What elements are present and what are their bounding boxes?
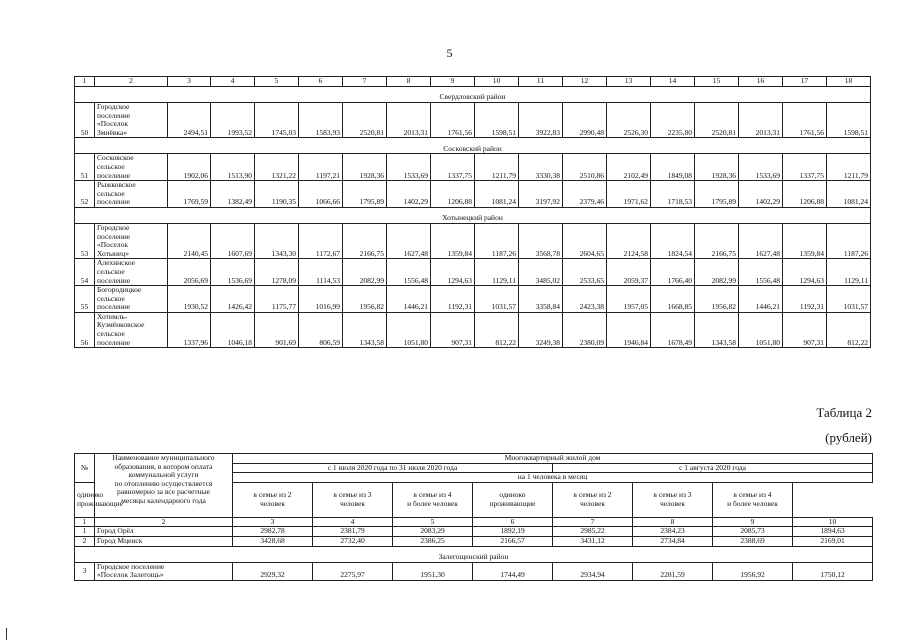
t1-section-title: Свердловский район [75,87,871,103]
t1-value-cell: 2166,75 [343,223,387,258]
t2-header-number: 8 [633,517,713,527]
t1-row-name-line: поселение [97,170,131,180]
t1-value-cell: 1343,58 [343,312,387,347]
t1-value-cell: 2423,38 [563,286,607,313]
t1-row-name-line: Алехинское [97,258,135,268]
t1-value-cell: 1678,49 [651,312,695,347]
t1-value-cell: 1849,08 [651,154,695,181]
t1-value-cell: 1930,52 [168,286,211,313]
t1-row-name-line: сельское [97,293,125,303]
t2-value-cell: 2734,84 [633,536,713,546]
t2-header-number: 6 [473,517,553,527]
t1-value-cell: 2166,75 [695,223,739,258]
t2-subheader-cell [393,482,473,517]
t1-section-row [75,138,871,154]
t2-row-name-line: Городское поселение [97,561,165,571]
t1-value-cell: 1956,82 [343,286,387,313]
t1-data-row [75,223,871,258]
t2-subheader-line: в семье из 3 [333,490,372,500]
t1-value-cell: 907,31 [783,312,827,347]
t1-value-cell: 2526,30 [607,103,651,138]
t1-value-cell: 2082,99 [695,259,739,286]
t1-row-name [95,181,168,208]
t2-subheader-line: одиноко [499,490,526,500]
t2-value-cell: 1894,63 [793,527,873,537]
t1-value-cell: 901,69 [255,312,299,347]
t1-row-name-line: Богородицкое [97,285,142,295]
t2-data-row [75,536,873,546]
t1-value-cell: 1031,57 [475,286,519,313]
t1-value-cell: 1446,21 [387,286,431,313]
t1-row-name [95,259,168,286]
t2-row-number: 3 [75,562,95,580]
page-number: 5 [446,46,453,60]
t1-value-cell: 1187,26 [475,223,519,258]
t2-value-cell: 1750,12 [793,562,873,580]
t1-value-cell: 1337,75 [431,154,475,181]
t2-subheader-cell [75,482,124,517]
t1-row-name [95,286,168,313]
t1-value-cell: 3197,92 [519,181,563,208]
t2-row-name [95,562,233,580]
t1-row-number: 54 [75,259,95,286]
t1-value-cell: 1957,05 [607,286,651,313]
t2-subheader-cell [313,482,393,517]
t1-header-cell: 12 [563,77,607,87]
t1-value-cell: 1402,29 [739,181,783,208]
t1-value-cell: 1081,24 [827,181,871,208]
t1-value-cell: 1971,62 [607,181,651,208]
t1-header-cell: 15 [695,77,739,87]
t2-col-name: Наименование муниципального образования, в котором оплата коммунальной услуги по отоплению осуществляется равномерно за все расчетные месяцы календарного года [95,454,233,518]
t2-value-cell: 2281,59 [633,562,713,580]
t1-value-cell: 2059,37 [607,259,651,286]
t1-value-cell: 812,22 [827,312,871,347]
t1-header-cell: 9 [431,77,475,87]
t1-value-cell: 1192,31 [783,286,827,313]
t2-value-cell: 2934,94 [553,562,633,580]
t1-value-cell: 2604,65 [563,223,607,258]
t2-header-number: 4 [313,517,393,527]
t1-row-name-line: сельское [97,188,125,198]
t2-period-2: с 1 августа 2020 года [553,463,873,473]
t1-value-cell: 1359,84 [431,223,475,258]
t1-value-cell: 1533,69 [739,154,783,181]
t1-value-cell: 1081,24 [475,181,519,208]
t2-value-cell: 2166,57 [473,536,553,546]
t1-header-cell: 13 [607,77,651,87]
t1-value-cell: 1337,96 [168,312,211,347]
t1-value-cell: 2013,31 [739,103,783,138]
t1-value-cell: 1533,69 [387,154,431,181]
t2-subheader-line: проживающие [77,498,124,508]
t1-row-name-line: Городское [97,102,130,111]
t1-value-cell: 1795,89 [695,181,739,208]
t2-section-title: Залегощенский район [75,546,873,562]
t1-value-cell: 3922,83 [519,103,563,138]
t1-row-name-line: Городское [97,222,130,232]
t2-subheader-line: человек [339,498,366,508]
t1-value-cell: 1928,36 [343,154,387,181]
t1-value-cell: 1294,63 [783,259,827,286]
t2-subheader-line: и более человек [727,498,778,508]
table-2 [74,453,873,581]
t1-value-cell: 2140,45 [168,223,211,258]
t1-value-cell: 2056,69 [168,259,211,286]
table-1 [74,76,871,348]
t2-value-cell: 2388,69 [713,536,793,546]
t2-subheader-line: человек [259,498,286,508]
t1-header-cell: 16 [739,77,783,87]
t1-row-name [95,312,168,347]
t1-value-cell: 1556,48 [739,259,783,286]
t2-subheader-line: в семье из 4 [413,490,452,500]
t1-row-name-line: Сосковское [97,153,134,163]
t1-value-cell: 2235,80 [651,103,695,138]
t2-value-cell: 2083,29 [393,527,473,537]
t2-value-cell: 2384,23 [633,527,713,537]
page-edge-mark [6,628,7,640]
t1-data-row [75,154,871,181]
t1-value-cell: 2520,81 [695,103,739,138]
t2-per-person: на 1 человека в месяц [233,473,873,483]
t1-value-cell: 3330,38 [519,154,563,181]
t1-value-cell: 2124,58 [607,223,651,258]
t1-row-number: 52 [75,181,95,208]
t1-value-cell: 1129,11 [827,259,871,286]
t2-row-name: Город Мценск [95,536,233,546]
t1-value-cell: 1211,79 [475,154,519,181]
t2-subheader-cell [233,482,313,517]
t1-header-cell: 17 [783,77,827,87]
t2-subheader-cell [553,482,633,517]
t2-period-1: с 1 июля 2020 года по 31 июля 2020 года [233,463,553,473]
t1-value-cell: 2380,09 [563,312,607,347]
t2-subheader-cell [473,482,553,517]
t1-value-cell: 2520,81 [343,103,387,138]
t1-row-name-line: сельское [97,329,125,339]
t1-value-cell: 1051,80 [739,312,783,347]
t1-row-name [95,154,168,181]
t1-value-cell: 1046,18 [211,312,255,347]
t1-value-cell: 1337,75 [783,154,827,181]
t1-data-row [75,286,871,313]
t2-value-cell: 2982,78 [233,527,313,537]
t1-row-name-line: Змиёвка» [97,127,127,137]
t1-value-cell: 806,59 [299,312,343,347]
t1-value-cell: 1761,56 [783,103,827,138]
t2-value-cell: 2085,73 [713,527,793,537]
t1-header-cell: 7 [343,77,387,87]
t2-value-cell: 2169,01 [793,536,873,546]
t1-value-cell: 1824,54 [651,223,695,258]
t1-row-name-line: поселение [97,110,131,120]
t1-value-cell: 1359,84 [783,223,827,258]
t2-data-row [75,562,873,580]
t1-header-cell: 2 [95,77,168,87]
t1-value-cell: 3249,38 [519,312,563,347]
t1-row-name-line: сельское [97,161,125,171]
t2-value-cell: 1892,19 [473,527,553,537]
t1-section-row [75,207,871,223]
t2-value-cell: 3428,68 [233,536,313,546]
t1-header-cell: 3 [168,77,211,87]
t1-value-cell: 1197,21 [299,154,343,181]
t1-value-cell: 1206,88 [783,181,827,208]
t2-row-name-line: «Поселок Залегощь» [97,570,164,580]
t2-header-number: 10 [793,517,873,527]
t1-value-cell: 1668,85 [651,286,695,313]
t1-value-cell: 1993,52 [211,103,255,138]
t1-value-cell: 1187,26 [827,223,871,258]
t1-row-name [95,103,168,138]
t1-value-cell: 2379,46 [563,181,607,208]
t1-row-name-line: «Поселок [97,119,128,129]
t2-value-cell: 2985,22 [553,527,633,537]
t1-value-cell: 1382,49 [211,181,255,208]
t1-value-cell: 1607,69 [211,223,255,258]
t1-data-row [75,181,871,208]
t1-row-number: 51 [75,154,95,181]
t1-row-name-line: Рыжковское [97,180,136,190]
t2-value-cell: 2929,32 [233,562,313,580]
t2-header-number: 3 [233,517,313,527]
t2-subheader-cell [713,482,793,517]
t1-value-cell: 1051,80 [387,312,431,347]
t1-value-cell: 1294,63 [431,259,475,286]
t1-value-cell: 3358,84 [519,286,563,313]
t1-row-name [95,223,168,258]
t1-header-cell: 5 [255,77,299,87]
t1-value-cell: 1446,21 [739,286,783,313]
t1-value-cell: 1114,53 [299,259,343,286]
t1-value-cell: 1192,31 [431,286,475,313]
t2-section-row [75,546,873,562]
t2-subheader-line: человек [659,498,686,508]
t1-value-cell: 1946,84 [607,312,651,347]
t1-header-cell: 8 [387,77,431,87]
t1-row-number: 50 [75,103,95,138]
t1-row-name-line: поселение [97,197,131,207]
t2-header-number: 5 [393,517,473,527]
t1-value-cell: 1928,36 [695,154,739,181]
t1-value-cell: 1536,69 [211,259,255,286]
t1-value-cell: 1016,99 [299,286,343,313]
t1-row-name-line: сельское [97,266,125,276]
t1-value-cell: 1745,03 [255,103,299,138]
t2-subheader-line: в семье из 2 [253,490,292,500]
t1-value-cell: 1583,93 [299,103,343,138]
t1-value-cell: 1718,53 [651,181,695,208]
t1-row-name-line: поселение [97,337,131,347]
t2-subheader-line: человек [579,498,606,508]
t1-section-title: Хотынецкий район [75,207,871,223]
t1-row-number: 55 [75,286,95,313]
t1-row-name-line: Кузмёнковское [97,320,145,330]
t2-row-number: 2 [75,536,95,546]
t1-row-name-line: Хотынец» [97,248,130,258]
table-2-caption: Таблица 2 [816,405,872,420]
t1-value-cell: 2533,65 [563,259,607,286]
t2-value-cell: 2381,79 [313,527,393,537]
t1-data-row [75,312,871,347]
t1-section-title: Сосковский район [75,138,871,154]
t1-value-cell: 1343,30 [255,223,299,258]
t1-value-cell: 1795,89 [343,181,387,208]
t1-value-cell: 1190,35 [255,181,299,208]
t2-value-cell: 2386,25 [393,536,473,546]
t2-row-number: 1 [75,527,95,537]
t1-row-name-line: «Поселок [97,240,128,250]
t2-group-title: Многоквартирный жилой дом [233,454,873,464]
t2-subheader-line: одиноко [77,490,104,500]
t2-header-number: 1 [75,517,95,527]
t1-value-cell: 2990,48 [563,103,607,138]
t2-subheader-cell [633,482,713,517]
t1-value-cell: 1761,56 [431,103,475,138]
t1-value-cell: 1627,48 [387,223,431,258]
t1-value-cell: 1172,67 [299,223,343,258]
t1-value-cell: 1402,29 [387,181,431,208]
t1-value-cell: 2102,49 [607,154,651,181]
t1-data-row [75,103,871,138]
t1-value-cell: 1769,59 [168,181,211,208]
t1-value-cell: 3568,78 [519,223,563,258]
t1-section-row [75,87,871,103]
t1-header-cell: 14 [651,77,695,87]
t2-value-cell: 3431,12 [553,536,633,546]
t1-row-number: 56 [75,312,95,347]
t1-value-cell: 1598,51 [475,103,519,138]
t2-value-cell: 2275,97 [313,562,393,580]
t2-header-number: 9 [713,517,793,527]
t1-value-cell: 1129,11 [475,259,519,286]
t1-row-name-line: поселение [97,275,131,285]
t1-value-cell: 907,31 [431,312,475,347]
t2-subheader-line: в семье из 2 [573,490,612,500]
t1-value-cell: 1031,57 [827,286,871,313]
t1-value-cell: 1766,40 [651,259,695,286]
t1-value-cell: 812,22 [475,312,519,347]
t2-subheader-line: проживающие [489,498,536,508]
t2-header-number: 7 [553,517,633,527]
t2-row-name: Город Орёл [95,527,233,537]
t1-header-row [75,77,871,87]
t1-value-cell: 1627,48 [739,223,783,258]
t1-header-cell: 11 [519,77,563,87]
t1-value-cell: 2082,99 [343,259,387,286]
t1-value-cell: 1175,77 [255,286,299,313]
t1-row-number: 53 [75,223,95,258]
t1-header-cell: 1 [75,77,95,87]
t1-row-name-line: Хотимль- [97,311,128,321]
t1-value-cell: 1066,66 [299,181,343,208]
t1-header-cell: 10 [475,77,519,87]
table-2-unit: (рублей) [825,430,872,445]
t1-header-cell: 4 [211,77,255,87]
t1-value-cell: 1206,88 [431,181,475,208]
t1-row-name-line: поселение [97,302,131,312]
t2-value-cell: 1744,49 [473,562,553,580]
t1-header-cell: 6 [299,77,343,87]
t1-value-cell: 1556,48 [387,259,431,286]
t2-subheader-line: в семье из 3 [653,490,692,500]
t1-value-cell: 3485,02 [519,259,563,286]
t1-row-name-line: поселение [97,231,131,241]
t1-value-cell: 2013,31 [387,103,431,138]
t1-value-cell: 2510,86 [563,154,607,181]
t1-value-cell: 1343,58 [695,312,739,347]
t2-header-number: 2 [95,517,233,527]
t1-data-row [75,259,871,286]
t1-value-cell: 1598,51 [827,103,871,138]
t1-value-cell: 1426,42 [211,286,255,313]
t2-subheader-line: в семье из 4 [733,490,772,500]
t2-value-cell: 1951,30 [393,562,473,580]
t1-value-cell: 1211,79 [827,154,871,181]
t2-col-no: № [75,454,95,483]
t2-value-cell: 2732,40 [313,536,393,546]
t2-subheader-line: и более человек [407,498,458,508]
t1-value-cell: 1956,82 [695,286,739,313]
t1-value-cell: 2494,51 [168,103,211,138]
t1-value-cell: 1321,22 [255,154,299,181]
t1-value-cell: 1278,09 [255,259,299,286]
t1-value-cell: 1513,90 [211,154,255,181]
t2-value-cell: 1956,92 [713,562,793,580]
t1-value-cell: 1902,06 [168,154,211,181]
t1-header-cell: 18 [827,77,871,87]
